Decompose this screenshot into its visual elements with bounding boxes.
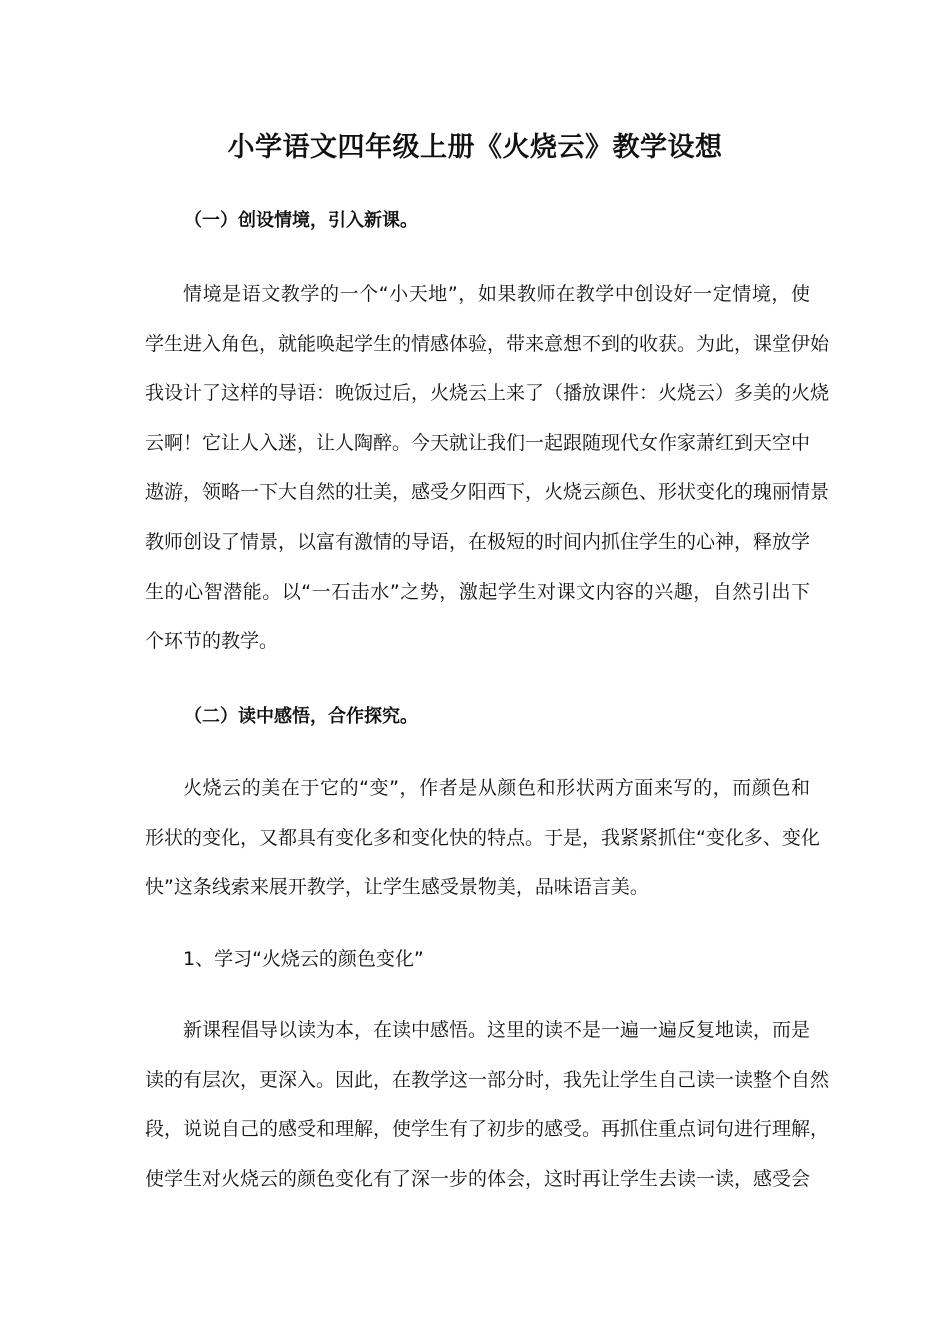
paragraph-line: 生的心智潜能。以“一石击水”之势，激起学生对课文内容的兴趣，自然引出下: [145, 580, 810, 603]
paragraph-line: 教师创设了情景，以富有激情的导语，在极短的时间内抓住学生的心神，释放学: [145, 530, 811, 553]
section-1-paragraph: [145, 270, 830, 667]
paragraph-line: 我设计了这样的导语：晚饭过后，火烧云上来了（播放课件：火烧云）多美的火烧: [145, 382, 830, 405]
section-heading-2: （二）读中感悟，合作探究。: [184, 706, 418, 727]
paragraph-line: 新课程倡导以读为本，在读中感悟。这里的读不是一遍一遍反复地读，而是: [183, 1019, 811, 1041]
subsection-heading-1: 1、学习“火烧云的颜色变化”: [183, 948, 424, 970]
paragraph-line: 云啊！它让人入迷，让人陶醉。今天就让我们一起跟随现代女作家萧红到天空中: [145, 431, 811, 454]
paragraph-line: 个环节的教学。: [145, 630, 279, 653]
paragraph-line: 快”这条线索来展开教学，让学生感受景物美，品味语言美。: [145, 876, 649, 899]
paragraph-line: 段，说说自己的感受和理解，使学生有了初步的感受。再抓住重点词句进行理解，: [145, 1118, 830, 1141]
section-heading-1: （一）创设情境，引入新课。: [184, 210, 418, 231]
paragraph-line: 形状的变化，又都具有变化多和变化快的特点。于是，我紧紧抓住“变化多、变化: [145, 826, 820, 849]
document-title: 小学语文四年级上册《火烧云》教学设想: [227, 132, 723, 163]
paragraph-line: 遨游，领略一下大自然的壮美，感受夕阳西下，火烧云颜色、形状变化的瑰丽情景: [145, 481, 830, 504]
subsection-1-paragraph: [145, 1006, 830, 1204]
paragraph-line: 学生进入角色，就能唤起学生的情感体验，带来意想不到的收获。为此，课堂伊始: [145, 332, 830, 355]
paragraph-line: 使学生对火烧云的颜色变化有了深一步的体会，这时再让学生去读一读，感受会: [145, 1167, 811, 1190]
paragraph-line: 情境是语文教学的一个“小天地”，如果教师在教学中创设好一定情境，使: [183, 283, 810, 305]
section-2-paragraph: [145, 764, 820, 913]
paragraph-line: 火烧云的美在于它的“变”，作者是从颜色和形状两方面来写的，而颜色和: [183, 777, 810, 799]
paragraph-line: 读的有层次，更深入。因此，在教学这一部分时，我先让学生自己读一读整个自然: [145, 1068, 830, 1091]
